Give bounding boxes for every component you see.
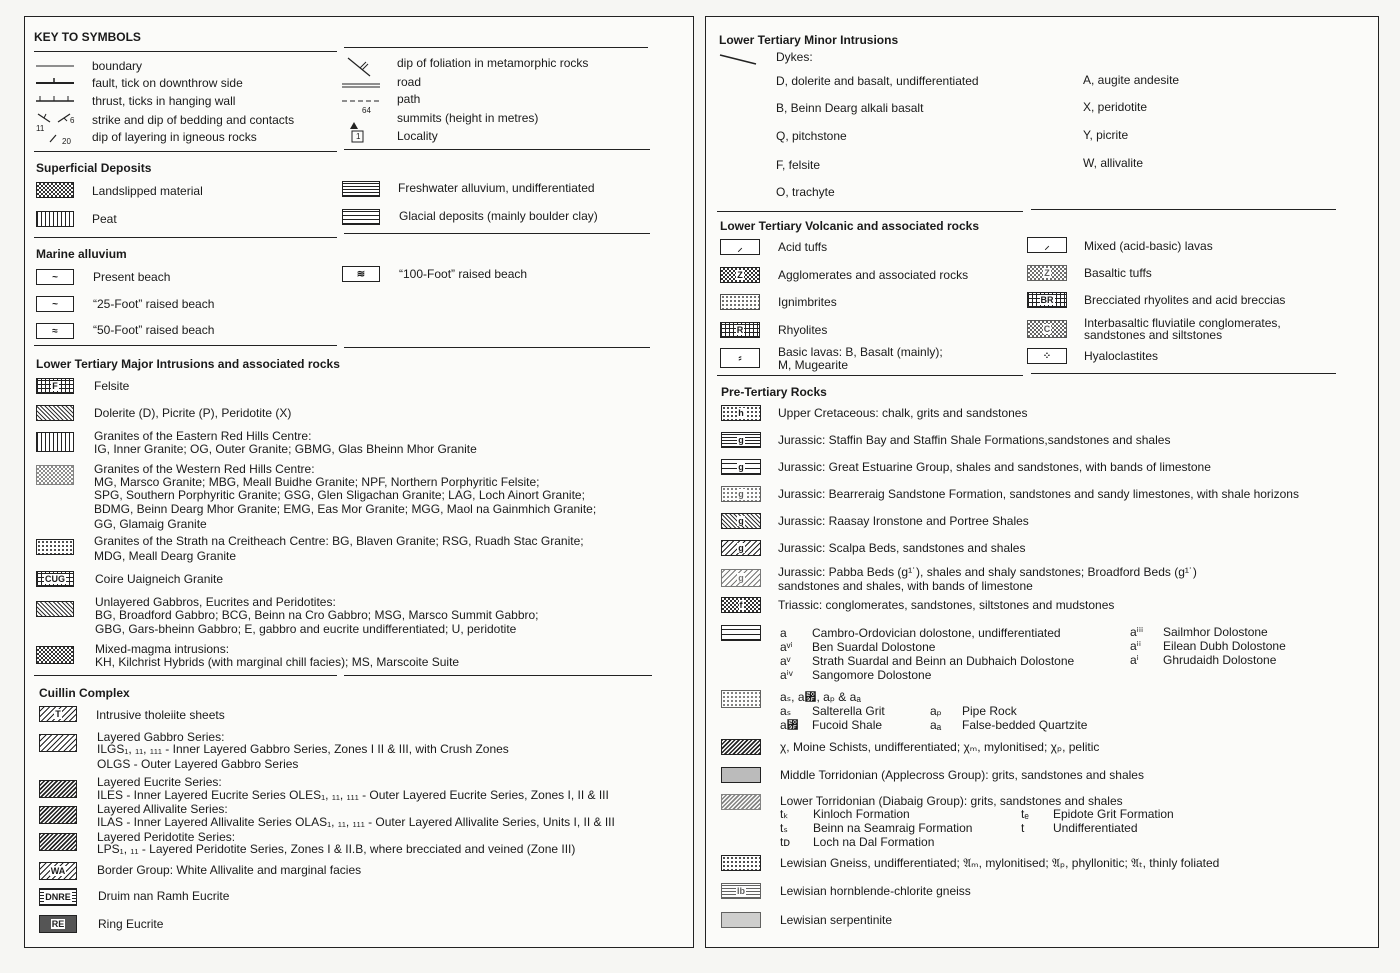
eastern-granite-line1: Granites of the Eastern Red Hills Centre:: [94, 429, 312, 443]
superficial-title: Superficial Deposits: [36, 161, 152, 175]
western-granite-line2: MG, Marsco Granite; MBG, Meall Buidhe Granite; NPF, Northern Porphyritic Felsite;: [94, 475, 540, 489]
minor-col2-item: A, augite andesite: [1083, 73, 1180, 87]
cambro-key2: aⁱⁱ: [1130, 639, 1141, 653]
ring-eucrite-label: Ring Eucrite: [98, 917, 164, 931]
gabbro-line1: Unlayered Gabbros, Eucrites and Peridotites:: [95, 595, 336, 609]
basaltic-tuffs-symbol: Z: [1027, 265, 1067, 281]
divider: [344, 233, 650, 234]
basic-lavas-symbol: ⸗: [720, 348, 760, 368]
layered-peridotite-line2: LPS₁, ₁₁ - Layered Peridotite Series, Zones I & II.B, where brecciated and veined (Zone III): [97, 842, 576, 856]
mixed-magma-symbol: [36, 646, 74, 664]
landslip-label: Landslipped material: [92, 184, 203, 198]
agglomerates-label: Agglomerates and associated rocks: [778, 268, 969, 282]
symbol-dip-layering-label: dip of layering in igneous rocks: [92, 130, 257, 144]
triassic-symbol: f: [721, 597, 761, 613]
cambrian-desc: Fucoid Shale: [812, 718, 883, 732]
minor-col1-item: O, trachyte: [776, 185, 835, 199]
cambro-desc2: Sailmhor Dolostone: [1163, 625, 1268, 639]
landslip-symbol: [36, 182, 74, 198]
basaltic-tuffs-label: Basaltic tuffs: [1084, 266, 1152, 280]
layered-gabbro-line2: ILGS₁, ₁₁, ₁₁₁ - Inner Layered Gabbro Series, Zones I II & III, with Crush Zones: [97, 742, 509, 756]
ignimbrites-symbol: [720, 294, 760, 310]
raasay-label: Jurassic: Raasay Ironstone and Portree Shales: [778, 514, 1029, 528]
lower-torridonian-symbol: [721, 794, 761, 810]
cambro-desc: Cambro-Ordovician dolostone, undifferentiated: [812, 626, 1061, 640]
rhyolites-symbol: R: [720, 322, 760, 338]
minor-title: Lower Tertiary Minor Intrusions: [719, 33, 899, 47]
alluvium-symbol: [342, 181, 380, 197]
torr-key: tᴅ: [780, 835, 790, 849]
border-group-symbol: WA: [39, 862, 77, 880]
divider: [34, 675, 337, 676]
bearreraig-symbol: g: [721, 486, 761, 502]
mixed-lavas-symbol: ⸝: [1027, 237, 1067, 253]
eastern-granite-line2: IG, Inner Granite; OG, Outer Granite; GBMG, Glas Bheinn Mhor Granite: [94, 442, 477, 456]
moine-symbol: [721, 739, 761, 755]
cambrian-key: aₐ: [930, 718, 942, 732]
divider: [34, 237, 337, 238]
summit-number: 64: [362, 106, 371, 115]
scalpa-label: Jurassic: Scalpa Beds, sandstones and shales: [778, 541, 1026, 555]
cretaceous-symbol: h: [721, 405, 761, 421]
cambro-key2: aⁱⁱⁱ: [1130, 625, 1144, 639]
divider: [717, 211, 1023, 212]
ring-eucrite-symbol: RE: [39, 915, 77, 933]
conglomerates-line2: sandstones and siltstones: [1084, 328, 1223, 342]
locality-number: 1: [356, 132, 361, 141]
serpentinite-symbol: [721, 912, 761, 928]
acid-tuffs-symbol: ⸝: [720, 239, 760, 255]
pre-title: Pre-Tertiary Rocks: [721, 385, 827, 399]
cug-symbol: CUG: [36, 571, 74, 587]
glacial-symbol: [342, 209, 380, 225]
minor-col1-item: D, dolerite and basalt, undifferentiated: [776, 74, 979, 88]
layered-eucrite-line2: ILES - Inner Layered Eucrite Series OLES₁, ₁₁, ₁₁₁ - Outer Layered Eucrite Series, Zones I, II & III: [97, 788, 609, 802]
layered-gabbro-symbol: [39, 734, 77, 752]
cambro-key: a: [780, 626, 787, 640]
symbol-fault-label: fault, tick on downthrow side: [92, 76, 243, 90]
layered-peridotite-symbol: [39, 833, 77, 851]
symbol-boundary-label: boundary: [92, 59, 143, 73]
cambrian-key: aₚ: [930, 704, 942, 718]
dolerite-label: Dolerite (D), Picrite (P), Peridotite (X): [94, 406, 292, 420]
scalpa-symbol: g: [721, 540, 761, 556]
triassic-label: Triassic: conglomerates, sandstones, siltstones and mudstones: [778, 598, 1115, 612]
breccia-label: Brecciated rhyolites and acid breccias: [1084, 293, 1286, 307]
dyke-symbol: [718, 52, 760, 68]
staffin-symbol: g: [721, 432, 761, 448]
beach100-symbol: ≋: [342, 266, 380, 282]
layered-peridotite-line1: Layered Peridotite Series:: [97, 830, 236, 844]
conglomerates-symbol: C: [1027, 320, 1067, 338]
symbol-path-label: path: [397, 92, 421, 106]
strath-granite-line1: Granites of the Strath na Creitheach Centre: BG, Blaven Granite; RSG, Ruadh Stac Granite;: [94, 534, 584, 548]
peat-label: Peat: [92, 212, 117, 226]
felsite-label: Felsite: [94, 379, 130, 393]
symbol-locality-label: Locality: [397, 129, 438, 143]
beach25-label: “25-Foot” raised beach: [93, 297, 215, 311]
cambrian-symbol: [721, 690, 761, 708]
cambro-key: aᵛ: [780, 654, 791, 668]
torr-desc: Kinloch Formation: [813, 807, 910, 821]
raasay-symbol: g: [721, 513, 761, 529]
volcanic-title: Lower Tertiary Volcanic and associated rocks: [720, 219, 979, 233]
tholeiite-symbol: T: [39, 706, 77, 722]
cambrian-key: aₛ: [780, 704, 792, 718]
western-granite-line1: Granites of the Western Red Hills Centre:: [94, 462, 315, 476]
pabba-line1: Jurassic: Pabba Beds (g¹˙), shales and shaly sandstones; Broadford Beds (g¹˙): [778, 565, 1197, 579]
dnre-label: Druim nan Ramh Eucrite: [98, 889, 230, 903]
alluvium-label: Freshwater alluvium, undifferentiated: [398, 181, 595, 195]
mixed-magma-line2: KH, Kilchrist Hybrids (with marginal chill facies); MS, Marscoite Suite: [95, 655, 460, 669]
cambrian-head: aₛ, a₟, aₚ & aₐ: [780, 690, 861, 704]
cambrian-desc: False-bedded Quartzite: [962, 718, 1088, 732]
symbol-road-label: road: [397, 75, 422, 89]
mixed-magma-line1: Mixed-magma intrusions:: [95, 642, 230, 656]
lewisian-gneiss-label: Lewisian Gneiss, undifferentiated; 𝔄ₘ, mylonitised; 𝔄ₚ, phyllonitic; 𝔄ₜ, thinly foliated: [780, 856, 1220, 870]
gabbro-symbol: [36, 601, 74, 617]
conglomerates-line1: Interbasaltic fluviatile conglomerates,: [1084, 316, 1281, 330]
divider: [344, 149, 650, 150]
cambro-desc: Ben Suardal Dolostone: [812, 640, 936, 654]
hornblende-gneiss-label: Lewisian hornblende-chlorite gneiss: [780, 884, 971, 898]
gabbro-line3: GBG, Gars-bheinn Gabbro; E, gabbro and eucrite undifferentiated; U, peridotite: [95, 622, 517, 636]
cambrian-desc: Pipe Rock: [962, 704, 1017, 718]
cuillin-title: Cuillin Complex: [39, 686, 130, 700]
symbol-summit-label: summits (height in metres): [397, 111, 539, 125]
layered-eucrite-line1: Layered Eucrite Series:: [97, 775, 222, 789]
beach100-label: “100-Foot” raised beach: [399, 267, 528, 281]
glacial-label: Glacial deposits (mainly boulder clay): [399, 209, 598, 223]
basic-lavas-line2: M, Mugearite: [778, 358, 849, 372]
dip-number: 20: [62, 137, 71, 146]
western-granite-line4: BDMG, Beinn Dearg Mhor Granite; EMG, Eas Mor Granite; MGG, Maol na Gainmhich Granite;: [94, 502, 597, 516]
western-granite-symbol: [36, 465, 74, 485]
border-group-label: Border Group: White Allivalite and marginal facies: [97, 863, 362, 877]
cambro-desc2: Eilean Dubh Dolostone: [1163, 639, 1286, 653]
line-symbols-right-svg: [340, 54, 388, 146]
rhyolites-label: Rhyolites: [778, 323, 828, 337]
beach50-symbol: ≈: [36, 323, 74, 339]
layered-allivalite-line1: Layered Allivalite Series:: [97, 802, 228, 816]
layered-eucrite-symbol: [39, 780, 77, 798]
moine-label: χ, Moine Schists, undifferentiated; χₘ, mylonitised; χₚ, pelitic: [780, 740, 1100, 754]
staffin-label: Jurassic: Staffin Bay and Staffin Shale Formations,sandstones and shales: [778, 433, 1171, 447]
divider: [1031, 373, 1336, 374]
minor-col2-item: X, peridotite: [1083, 100, 1148, 114]
hyaloclastites-symbol: ⁘: [1027, 348, 1067, 364]
layered-gabbro-line3: OLGS - Outer Layered Gabbro Series: [97, 757, 299, 771]
western-granite-line5: GG, Glamaig Granite: [94, 517, 207, 531]
dnre-symbol: DNRE: [39, 888, 77, 906]
minor-col1-item: Q, pitchstone: [776, 129, 847, 143]
middle-torridonian-label: Middle Torridonian (Applecross Group): grits, sandstones and shales: [780, 768, 1144, 782]
torr-key: t: [1021, 821, 1025, 835]
estuarine-label: Jurassic: Great Estuarine Group, shales and sandstones, with bands of limestone: [778, 460, 1211, 474]
symbol-foliation-label: dip of foliation in metamorphic rocks: [397, 56, 589, 70]
felsite-symbol: F: [36, 378, 74, 394]
symbol-thrust-label: thrust, ticks in hanging wall: [92, 94, 236, 108]
cambro-symbol: [721, 625, 761, 641]
key-title: KEY TO SYMBOLS: [34, 30, 141, 44]
major-title: Lower Tertiary Major Intrusions and associated rocks: [36, 357, 340, 371]
peat-symbol: [36, 211, 74, 227]
cambrian-key: a₟: [780, 718, 799, 732]
minor-col1-item: F, felsite: [776, 158, 821, 172]
middle-torridonian-symbol: [721, 767, 761, 783]
divider: [34, 51, 337, 52]
lewisian-gneiss-symbol: [721, 855, 761, 871]
cambro-desc: Sangomore Dolostone: [812, 668, 932, 682]
divider: [34, 151, 337, 152]
western-granite-line3: SPG, Southern Porphyritic Granite; GSG, Glen Sligachan Granite; LAG, Loch Ainort Granite;: [94, 488, 585, 502]
tholeiite-label: Intrusive tholeiite sheets: [96, 708, 225, 722]
beach50-label: “50-Foot” raised beach: [93, 323, 215, 337]
line-symbols-svg: [34, 58, 84, 148]
cambro-desc: Strath Suardal and Beinn an Dubhaich Dolostone: [812, 654, 1075, 668]
torr-desc: Loch na Dal Formation: [813, 835, 935, 849]
cambro-key: aⁱᵛ: [780, 668, 793, 682]
divider: [344, 675, 652, 676]
divider: [34, 345, 337, 346]
basic-lavas-line1: Basic lavas: B, Basalt (mainly);: [778, 345, 943, 359]
dykes-label: Dykes:: [776, 50, 813, 64]
cambro-key: aᵛⁱ: [780, 640, 793, 654]
lower-torridonian-head: Lower Torridonian (Diabaig Group): grits, sandstones and shales: [780, 794, 1123, 808]
breccia-symbol: BR: [1027, 292, 1067, 308]
layered-gabbro-line1: Layered Gabbro Series:: [97, 730, 225, 744]
hornblende-gneiss-symbol: lb: [721, 883, 761, 899]
layered-allivalite-line2: ILAS - Inner Layered Allivalite Series OLAS₁, ₁₁, ₁₁₁ - Outer Layered Allivalite Series, Units I, II & III: [97, 815, 615, 829]
ignimbrites-label: Ignimbrites: [778, 295, 837, 309]
present-beach-label: Present beach: [93, 270, 171, 284]
beach25-symbol: ~: [36, 296, 74, 312]
torr-key: tₛ: [780, 821, 788, 835]
minor-col2-item: W, allivalite: [1083, 156, 1144, 170]
hyaloclastites-label: Hyaloclastites: [1084, 349, 1159, 363]
cambro-desc2: Ghrudaidh Dolostone: [1163, 653, 1277, 667]
divider: [344, 47, 648, 48]
torr-key: tₖ: [780, 807, 789, 821]
torr-desc: Undifferentiated: [1053, 821, 1138, 835]
cambro-key2: aⁱ: [1130, 653, 1139, 667]
strath-granite-symbol: [36, 539, 74, 555]
torr-desc: Epidote Grit Formation: [1053, 807, 1174, 821]
divider: [717, 375, 1023, 376]
estuarine-symbol: g: [721, 459, 761, 475]
strike-number-b: 6: [70, 116, 75, 125]
present-beach-symbol: ~: [36, 269, 74, 285]
cretaceous-label: Upper Cretaceous: chalk, grits and sandstones: [778, 406, 1028, 420]
eastern-granite-symbol: [36, 432, 74, 452]
minor-col2-item: Y, picrite: [1083, 128, 1129, 142]
torr-key: tₑ: [1021, 807, 1029, 821]
pabba-symbol: g: [721, 569, 761, 587]
strath-granite-line2: MDG, Meall Dearg Granite: [94, 549, 237, 563]
acid-tuffs-label: Acid tuffs: [778, 240, 828, 254]
divider: [344, 347, 650, 348]
cug-label: Coire Uaigneich Granite: [95, 572, 224, 586]
agglomerates-symbol: Z: [720, 267, 760, 283]
strike-number-a: 11: [36, 124, 45, 133]
layered-allivalite-symbol: [39, 806, 77, 824]
bearreraig-label: Jurassic: Bearreraig Sandstone Formation, sandstones and sandy limestones, with shale horizons: [778, 487, 1299, 501]
divider: [1031, 209, 1336, 210]
gabbro-line2: BG, Broadford Gabbro; BCG, Beinn na Cro Gabbro; MSG, Marsco Summit Gabbro;: [95, 608, 539, 622]
mixed-lavas-label: Mixed (acid-basic) lavas: [1084, 239, 1213, 253]
symbol-strike-label: strike and dip of bedding and contacts: [92, 113, 295, 127]
marine-title: Marine alluvium: [36, 247, 127, 261]
pabba-line2: sandstones and shales, with bands of limestone: [778, 579, 1033, 593]
torr-desc: Beinn na Seamraig Formation: [813, 821, 973, 835]
cambrian-desc: Salterella Grit: [812, 704, 885, 718]
dolerite-symbol: [36, 405, 74, 421]
serpentinite-label: Lewisian serpentinite: [780, 913, 893, 927]
minor-col1-item: B, Beinn Dearg alkali basalt: [776, 101, 924, 115]
